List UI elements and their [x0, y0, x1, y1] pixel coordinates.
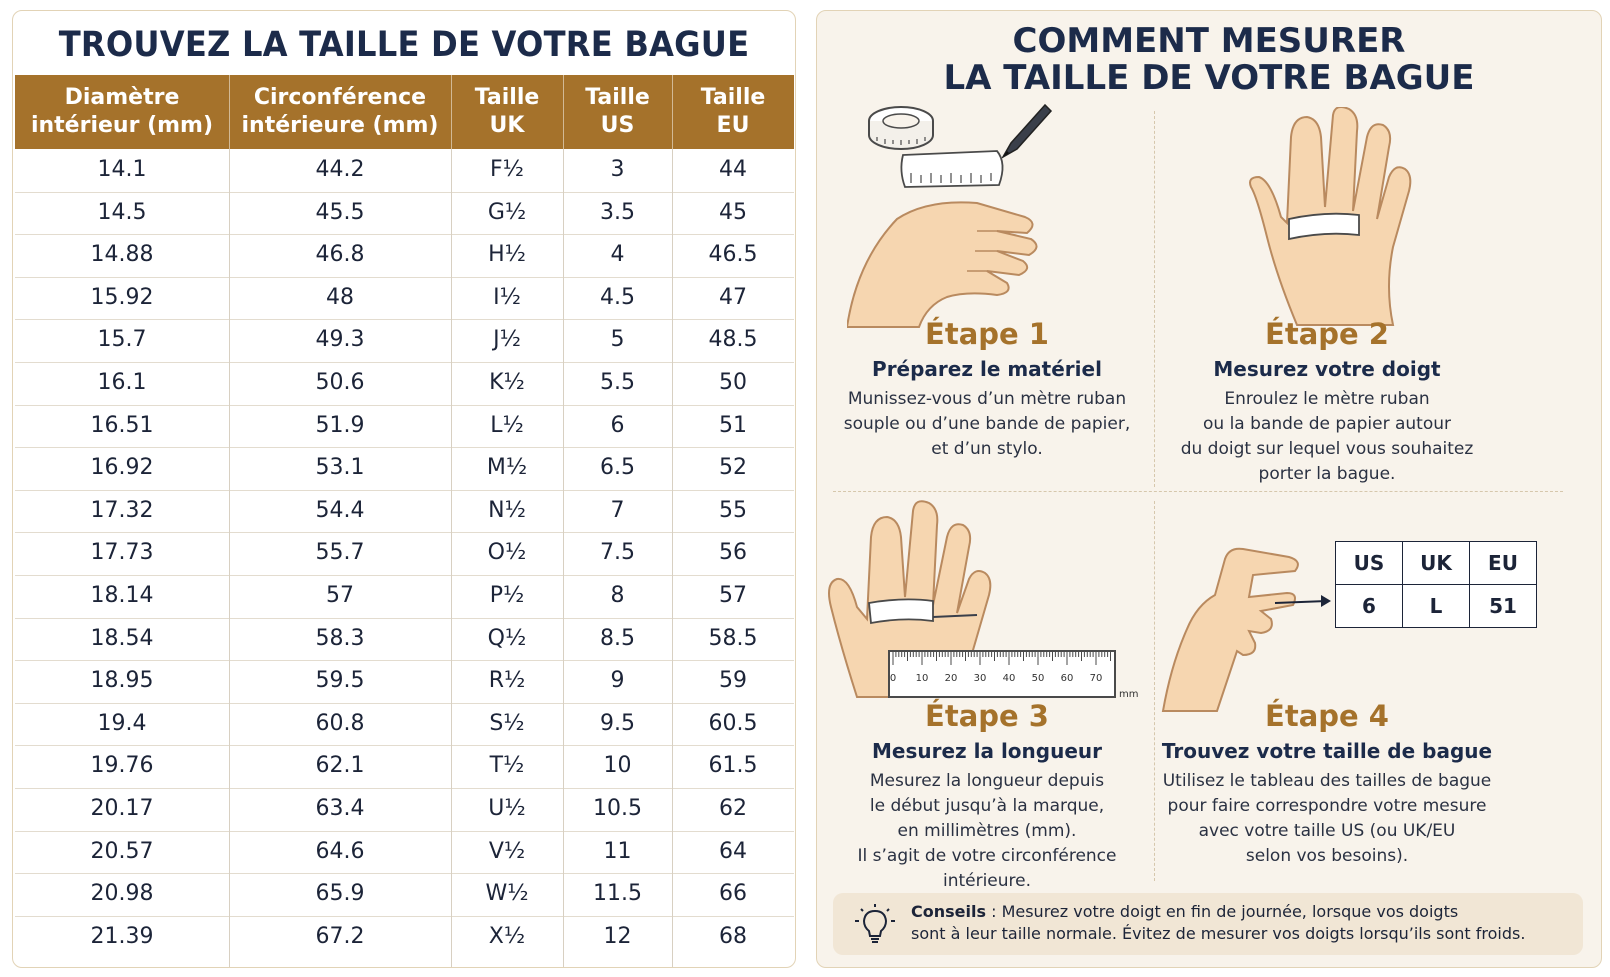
size-result-header: UK — [1403, 542, 1470, 585]
how-to-title-line2: LA TAILLE DE VOTRE BAGUE — [943, 58, 1475, 98]
size-chart-cell: 67.2 — [315, 923, 365, 949]
size-chart-cell: 57 — [326, 583, 354, 608]
ruler-tick-label: 20 — [944, 673, 958, 684]
size-chart-cell: 53.1 — [315, 455, 365, 481]
size-chart-cell: 19.76 — [90, 753, 154, 779]
ruler-tick-label: 40 — [1002, 673, 1016, 684]
size-chart-cell: K½ — [489, 370, 525, 395]
size-chart-cell: 54.4 — [315, 497, 365, 523]
size-chart-cell: 10.5 — [593, 796, 642, 821]
row-divider — [15, 745, 794, 746]
size-chart-cell: 18.14 — [90, 583, 154, 608]
ruler-unit-label: mm — [1119, 689, 1139, 700]
size-result-value: 6 — [1336, 585, 1403, 628]
size-chart-cell: 48 — [326, 284, 354, 310]
size-chart-cell: 50.6 — [315, 370, 365, 395]
size-result-header: EU — [1470, 542, 1537, 585]
row-divider — [15, 532, 794, 533]
size-chart-cell: 18.54 — [90, 625, 154, 651]
tips-line2: sont à leur taille normale. Évitez de mesurer vos doigts lorsqu’ils sont froids. — [911, 924, 1526, 943]
row-divider — [15, 618, 794, 619]
how-to-title-line1: COMMENT MESURER — [1012, 21, 1406, 61]
size-chart-cell: 4 — [610, 242, 625, 268]
row-divider — [15, 575, 794, 576]
size-chart-cell: 45.5 — [315, 199, 365, 225]
size-chart-cell: Q½ — [487, 625, 527, 651]
size-chart-cell: 64 — [719, 838, 747, 864]
size-chart-title: TROUVEZ LA TAILLE DE VOTRE BAGUE — [58, 25, 750, 65]
size-chart-cell: 7 — [610, 497, 625, 523]
step1-title: Étape 1 — [925, 317, 1049, 351]
size-chart-cell: 59 — [719, 668, 747, 694]
size-chart-header — [15, 75, 794, 149]
size-chart-cell: 60.8 — [315, 710, 365, 736]
size-result-value: L — [1403, 585, 1470, 628]
row-divider — [15, 447, 794, 448]
step2-subtitle: Mesurez votre doigt — [1213, 357, 1441, 381]
size-chart-cell: 17.73 — [90, 540, 154, 566]
ruler-tick-label: 60 — [1060, 673, 1074, 684]
size-chart-cell: R½ — [488, 668, 526, 694]
size-chart-cell: 60.5 — [708, 710, 758, 736]
size-chart-cell: 51.9 — [315, 412, 365, 438]
size-chart-cell: 50 — [719, 370, 747, 395]
size-chart-cell: 44 — [719, 157, 747, 182]
size-chart-cell: 4.5 — [600, 284, 635, 310]
size-chart-cell: 9.5 — [600, 710, 635, 736]
size-chart-header-cell: Taille US — [585, 85, 650, 138]
size-chart-cell: 6 — [610, 412, 625, 438]
row-divider — [15, 277, 794, 278]
size-chart-header-cell: Diamètre intérieur (mm) — [30, 85, 214, 138]
step1-subtitle: Préparez le matériel — [872, 357, 1102, 381]
step2-title: Étape 2 — [1265, 317, 1389, 351]
size-chart-cell: X½ — [488, 923, 526, 949]
size-chart-cell: J½ — [493, 327, 521, 353]
size-chart-cell: 8.5 — [600, 625, 635, 651]
size-chart-cell: 68 — [719, 923, 747, 949]
header-divider — [451, 75, 452, 149]
step4-title: Étape 4 — [1265, 699, 1389, 733]
size-chart-cell: 14.88 — [90, 242, 154, 268]
row-divider — [15, 234, 794, 235]
size-chart-cell: 11 — [603, 838, 632, 864]
row-divider — [15, 362, 794, 363]
size-chart-cell: N½ — [488, 497, 526, 523]
header-divider — [672, 75, 673, 149]
size-chart-cell: P½ — [489, 583, 525, 608]
size-chart-cell: 55.7 — [315, 540, 365, 566]
size-chart-cell: 56 — [719, 540, 747, 566]
ruler-tick-label: 10 — [915, 673, 929, 684]
size-chart-cell: S½ — [489, 710, 525, 736]
size-chart-cell: 20.98 — [90, 881, 154, 907]
tips-line1: : Mesurez votre doigt en fin de journée, lorsque vos doigts — [986, 902, 1459, 921]
size-chart-cell: 15.7 — [97, 327, 147, 353]
step3-description: Mesurez la longueur depuis le début jusqu’à la marque, en millimètres (mm). Il s’agit de votre circonférence intérieure. — [857, 771, 1117, 891]
size-chart-cell: 64.6 — [315, 838, 365, 864]
column-divider — [563, 149, 564, 967]
size-chart-cell: 14.1 — [97, 157, 147, 182]
size-chart-cell: 59.5 — [315, 668, 365, 694]
size-chart-cell: 51 — [719, 412, 747, 438]
size-chart-cell: V½ — [488, 838, 526, 864]
size-chart-cell: 10 — [603, 753, 632, 779]
size-chart-cell: 65.9 — [315, 881, 365, 907]
size-chart-cell: 3.5 — [600, 199, 635, 225]
step4-illustration — [1157, 545, 1337, 715]
size-chart-cell: T½ — [489, 753, 525, 779]
how-to-title — [817, 23, 1601, 97]
size-chart-cell: 19.4 — [97, 710, 147, 736]
row-divider — [15, 831, 794, 832]
step2-illustration — [1237, 107, 1437, 327]
size-chart-cell: 58.3 — [315, 625, 365, 651]
size-chart-cell: 46.8 — [315, 242, 365, 268]
divider-horizontal — [833, 491, 1563, 492]
ruler-tick-label: 50 — [1031, 673, 1045, 684]
size-chart-cell: 62 — [719, 796, 747, 821]
row-divider — [15, 873, 794, 874]
row-divider — [15, 319, 794, 320]
size-chart-cell: 15.92 — [90, 284, 154, 310]
size-chart-cell: 5.5 — [600, 370, 635, 395]
size-chart-cell: H½ — [488, 242, 526, 268]
size-chart-cell: F½ — [490, 157, 524, 182]
size-chart-cell: I½ — [493, 284, 521, 310]
ruler-tick-label: 70 — [1089, 673, 1103, 684]
size-chart-cell: 7.5 — [600, 540, 635, 566]
size-chart-cell: 9 — [610, 668, 625, 694]
size-chart-cell: U½ — [488, 796, 526, 821]
size-chart-cell: 5 — [610, 327, 625, 353]
size-result-header: US — [1336, 542, 1403, 585]
paper-strip-icon — [901, 151, 1002, 187]
ruler-tick-label: 30 — [973, 673, 987, 684]
row-divider — [15, 660, 794, 661]
size-chart-cell: 3 — [610, 157, 625, 182]
column-divider — [672, 149, 673, 967]
tips-text — [911, 901, 1525, 945]
size-chart-cell: 18.95 — [90, 668, 154, 694]
size-chart-cell: 21.39 — [90, 923, 154, 949]
lightbulb-icon — [853, 903, 897, 947]
hand-holding-icon — [847, 202, 1037, 327]
size-chart-panel — [12, 10, 796, 968]
step4-description: Utilisez le tableau des tailles de bague pour faire correspondre votre mesure avec votre taille US (ou UK/EU selon vos besoins). — [1162, 771, 1492, 866]
pen-icon — [1003, 105, 1051, 157]
size-chart-cell: 63.4 — [315, 796, 365, 821]
step1-description: Munissez-vous d’un mètre ruban souple ou d’une bande de papier, et d’un stylo. — [843, 389, 1131, 459]
pointing-hand-icon — [1163, 549, 1298, 711]
size-chart-cell: 57 — [719, 583, 747, 608]
size-chart-cell: 58.5 — [708, 625, 758, 651]
step1-illustration — [847, 91, 1067, 331]
tips-box — [833, 893, 1583, 955]
size-chart-cell: 17.32 — [90, 497, 154, 523]
column-divider — [229, 149, 230, 967]
step3-illustration — [827, 497, 1157, 707]
step4-subtitle: Trouvez votre taille de bague — [1161, 739, 1493, 763]
size-chart-cell: 14.5 — [97, 199, 147, 225]
size-chart-cell: 47 — [719, 284, 747, 310]
column-divider — [451, 149, 452, 967]
size-result-value: 51 — [1470, 585, 1537, 628]
step3-title: Étape 3 — [925, 699, 1049, 733]
tape-roll-icon — [869, 107, 933, 149]
size-chart-cell: 6.5 — [600, 455, 635, 481]
size-result-table — [1335, 541, 1537, 628]
size-chart-cell: 49.3 — [315, 327, 365, 353]
row-divider — [15, 405, 794, 406]
row-divider — [15, 916, 794, 917]
row-divider — [15, 703, 794, 704]
header-divider — [229, 75, 230, 149]
size-chart-cell: 66 — [719, 881, 747, 907]
size-chart-cell: L½ — [490, 412, 524, 438]
size-chart-cell: 44.2 — [315, 157, 365, 182]
size-chart-cell: 8 — [610, 583, 625, 608]
size-chart-cell: 52 — [719, 455, 747, 481]
how-to-measure-panel — [816, 10, 1602, 968]
row-divider — [15, 192, 794, 193]
size-chart-header-cell: Taille EU — [700, 85, 766, 138]
size-chart-cell: 11.5 — [593, 881, 642, 907]
step2-description: Enroulez le mètre ruban ou la bande de papier autour du doigt sur lequel vous souhaitez porter la bague. — [1180, 389, 1474, 484]
size-chart-cell: 16.92 — [90, 455, 154, 481]
size-chart-cell: 61.5 — [708, 753, 758, 779]
size-chart-cell: 16.1 — [97, 370, 147, 395]
size-chart-cell: 16.51 — [90, 412, 154, 438]
size-chart-cell: 12 — [603, 923, 632, 949]
tips-label: Conseils — [911, 902, 986, 921]
size-chart-cell: M½ — [486, 455, 528, 481]
size-chart-cell: O½ — [487, 540, 527, 566]
size-chart-cell: 55 — [719, 497, 747, 523]
header-divider — [563, 75, 564, 149]
size-chart-cell: 46.5 — [708, 242, 758, 268]
size-chart-cell: 20.17 — [90, 796, 154, 821]
size-chart-cell: W½ — [485, 881, 529, 907]
row-divider — [15, 490, 794, 491]
size-chart-cell: 45 — [719, 199, 747, 225]
row-divider — [15, 788, 794, 789]
ruler-tick-label: 0 — [889, 673, 897, 684]
size-chart-cell: 62.1 — [315, 753, 365, 779]
size-chart-header-cell: Circonférence intérieure (mm) — [241, 85, 439, 138]
size-chart-header-cell: Taille UK — [474, 85, 540, 138]
size-chart-cell: G½ — [487, 199, 527, 225]
step3-subtitle: Mesurez la longueur — [871, 739, 1102, 763]
size-chart-cell: 48.5 — [708, 327, 758, 353]
size-chart-cell: 20.57 — [90, 838, 154, 864]
